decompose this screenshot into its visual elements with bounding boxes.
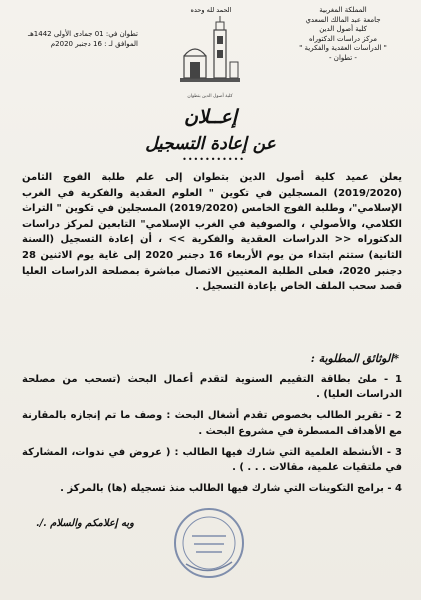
date-line: تطوان في: 01 جمادى الأولى 1442هـ: [28, 30, 138, 38]
official-stamp: [172, 506, 246, 580]
institution-line: " الدراسات العقدية والفكرية ": [299, 44, 387, 52]
list-item: 3 - الأنشطة العلمية التي شارك فيها الطالب : ( عروض في ندوات، المشاركة في ملتقيات علمية، مقالات . . . ) .: [22, 446, 402, 474]
title-ornament: •••••••••••: [182, 155, 245, 164]
institution-header: [273, 6, 413, 63]
announcement-body: [22, 170, 402, 295]
date-block: [8, 30, 138, 49]
institution-line: مركز دراسات الدكتوراه: [308, 34, 378, 43]
body-paragraph: يعلن عميد كلية أصول الدين بتطوان إلى علم طلبة الفوج الثامن (2019/2020) المسجلين في تكوين " العلوم العقدية والفكرية في الغرب الإسلامي"، وطلبة الفوج الخامس (2019/2020) المسجلين في تكوين " التراث الكلامي، والأصولي ، والصوفية في الغرب الإسلامي" التابعين لمركز دراسات الدكتوراه << الدراسات العقدية والفكرية >> ، أن إعادة التسجيل (السنة الثانية) ستتم ابتداء من يوم الأربعاء 16 دجنبر 2020 إلى غاية يوم الاثنين 28 دجنبر 2020، فعلى الطلبة المعنيين الاتصال مباشرة بمصلحة الدراسات العليا قصد سحب الملف الخاص بإعادة التسجيل .: [22, 172, 403, 293]
institution-line: كلية أصول الدين: [319, 25, 367, 33]
list-item: 2 - تقرير الطالب بخصوص تقدم أشغال البحث : وصف ما تم إنجازه بالمقارنة مع الأهداف المسطرة في مشروع البحث .: [22, 410, 402, 437]
required-documents-heading: *الوثائق المطلوبة :: [310, 352, 399, 365]
institution-line: - تطوان -: [329, 53, 357, 62]
announcement-title: إعــلان: [183, 106, 238, 128]
institution-line: المملكة المغربية: [319, 6, 367, 14]
list-item: 4 - برامج التكوينات التي شارك فيها الطالب منذ تسجيله (ها) بالمركز .: [60, 483, 402, 495]
logo-caption: كلية أصول الدين بتطوان: [187, 94, 233, 99]
date-line: الموافق لـ : 16 دجنبر 2020م: [50, 39, 138, 48]
institution-line: جامعة عبد المالك السعدي: [305, 15, 381, 24]
closing-line: وبه إعلامكم والسلام ./.: [36, 518, 135, 529]
announcement-subtitle: عن إعادة التسجيل: [145, 134, 276, 154]
motto-text: الحمد لله وحده: [190, 6, 232, 14]
required-documents-list: [22, 372, 402, 502]
list-item: 1 - ملئ بطاقة التقييم السنوية لتقدم أعمال البحث (تسحب من مصلحة الدراسات العليا) .: [22, 374, 402, 401]
faculty-logo: [178, 16, 242, 94]
